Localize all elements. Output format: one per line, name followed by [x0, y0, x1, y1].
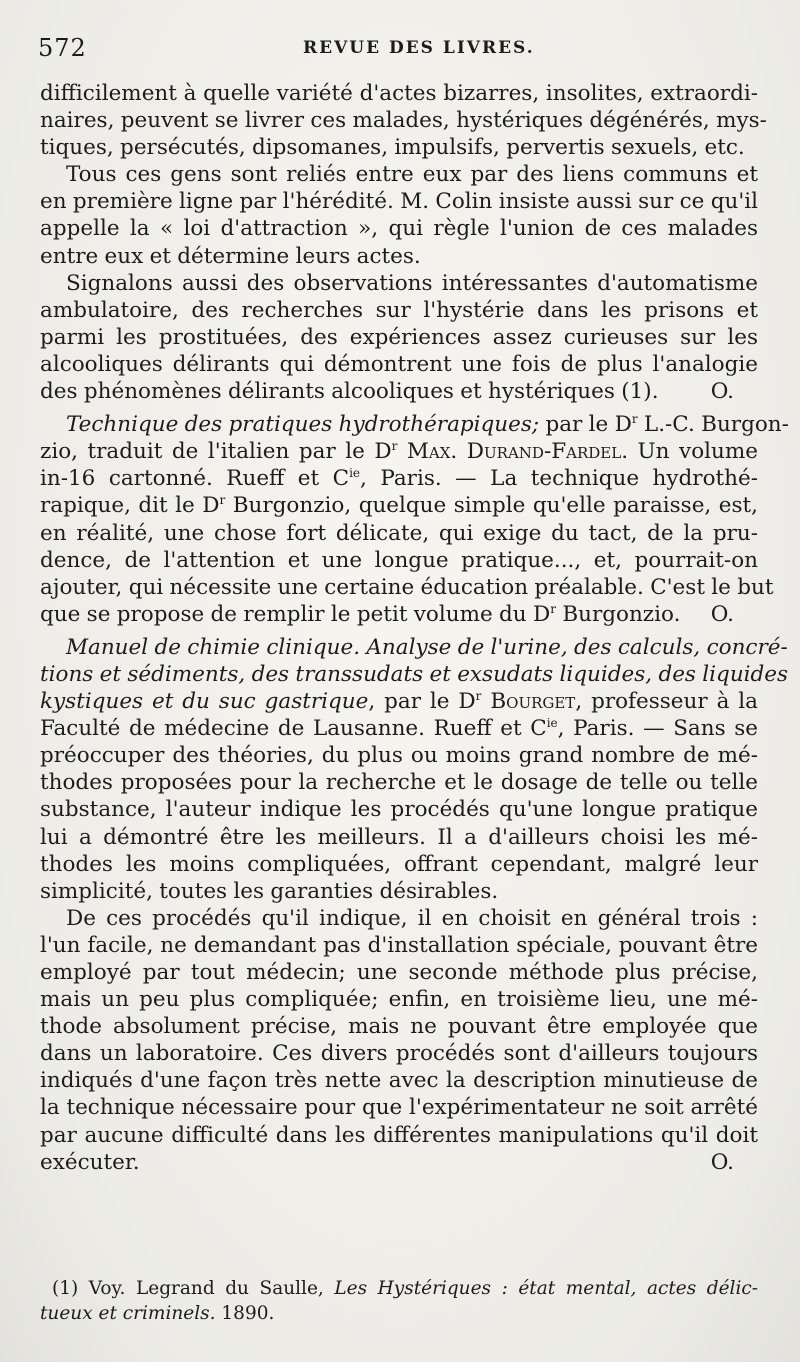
paragraph — [40, 905, 758, 1176]
text-fragment: des phénomènes délirants alcooliques et hystériques (1). — [40, 379, 659, 405]
signature: O. — [710, 379, 734, 405]
text-line — [40, 378, 758, 405]
text-line: par aucune difficulté dans les différentes manipulations qu'il doit — [40, 1122, 758, 1148]
paragraph — [40, 80, 767, 161]
text-line: Tous ces gens sont reliés entre eux par des liens communs et — [66, 162, 758, 188]
text-line: l'un facile, ne demandant pas d'installation spéciale, pouvant être — [40, 932, 758, 958]
text-line: De ces procédés qu'il indique, il en choisit en général trois : — [66, 905, 758, 931]
text-line: lui a démontré être les meilleurs. Il a d'ailleurs choisi les mé- — [40, 824, 758, 850]
book-title: kystiques et du suc gastrique — [40, 689, 369, 715]
text-line: appelle la « loi d'attraction », qui règle l'union de ces malades — [40, 216, 758, 242]
text-line: in-16 cartonné. Rueff et $C^{ie}$, Paris. — La technique hydrothé- — [40, 466, 758, 492]
running-head: REVUE DES LIVRES. — [303, 38, 535, 58]
text-fragment: exécuter. — [40, 1149, 140, 1175]
review-entry — [40, 411, 789, 628]
text-line: Signalons aussi des observations intéressantes d'automatisme — [66, 270, 758, 296]
text-line: tiques, persécutés, dipsomanes, impulsifs, pervertis sexuels, etc. — [40, 135, 745, 161]
text-line: en réalité, une chose fort délicate, qui exige du tact, de la pru- — [40, 520, 758, 546]
book-title: Manuel de chimie clinique. Analyse de l'urine, des calculs, concré- — [66, 634, 788, 660]
text-line: que se propose de remplir le petit volume du $D^r$ Burgonzio. O. — [40, 601, 758, 628]
book-title: tions et sédiments, des transsudats et exsudats liquides, des liquides — [40, 661, 789, 687]
paragraph — [40, 161, 758, 269]
text-line: indiqués d'une façon très nette avec la description minutieuse de — [40, 1068, 758, 1094]
text-line: Faculté de médecine de Lausanne. Rueff et $C^{ie}$, Paris. — Sans se — [40, 716, 758, 742]
text-line: ajouter, qui nécessite une certaine éducation préalable. C'est le but — [40, 574, 774, 600]
signature: O. — [710, 1149, 734, 1175]
book-title: Technique des pratiques hydrothérapiques; — [66, 412, 540, 438]
text-line: substance, l'auteur indique les procédés qu'une longue pratique — [40, 797, 758, 823]
text-line: préoccuper des théories, du plus ou moins grand nombre de mé- — [40, 743, 758, 769]
text-line: simplicité, toutes les garanties désirables. — [40, 878, 499, 904]
text-line: thodes les moins compliquées, offrant cependant, malgré leur — [40, 851, 758, 877]
paragraph — [40, 270, 758, 405]
text-line — [40, 661, 789, 688]
text-line: naires, peuvent se livrer ces malades, hystériques dégénérés, mys- — [40, 108, 767, 134]
footnote-line: tueux et criminels. 1890. — [40, 1303, 275, 1324]
text-line — [40, 1149, 758, 1176]
text-line: Technique des pratiques hydrothérapiques; par le $D^r$ L.-C. Burgon- — [66, 412, 789, 438]
text-line: employé par tout médecin; une seconde méthode plus précise, — [40, 960, 758, 985]
page-body — [40, 80, 789, 1176]
text-line — [40, 634, 788, 661]
text-line: en première ligne par l'hérédité. M. Colin insiste aussi sur ce qu'il — [40, 189, 758, 215]
review-entry — [40, 634, 789, 905]
footnote-line: (1) Voy. Legrand du Saulle, Les Hystériques : état mental, actes délic- — [52, 1278, 758, 1299]
text-line: entre eux et détermine leurs actes. — [40, 243, 421, 269]
text-line: dans un laboratoire. Ces divers procédés sont d'ailleurs toujours — [40, 1041, 758, 1067]
text-line: alcooliques délirants qui démontrent une fois de plus l'analogie — [40, 351, 758, 377]
text-line: difficilement à quelle variété d'actes bizarres, insolites, extraordi- — [40, 81, 758, 106]
footnote — [40, 1276, 758, 1326]
text-line: thode absolument précise, mais ne pouvant être employée que — [40, 1014, 758, 1040]
text-line: kystiques et du suc gastrique, par le $D^r$ Bourget, professeur à la — [40, 689, 758, 715]
text-line: ambulatoire, des recherches sur l'hystérie dans les prisons et — [40, 297, 758, 323]
signature: O. — [710, 601, 734, 627]
text-line: zio, traduit de l'italien par le $D^r$ Max. Durand-Fardel. Un volume — [40, 439, 758, 465]
page-header — [38, 34, 758, 64]
text-line: la technique nécessaire pour que l'expérimentateur ne soit arrêté — [40, 1095, 758, 1121]
text-line: parmi les prostituées, des expériences assez curieuses sur les — [40, 324, 758, 350]
text-line: thodes proposées pour la recherche et le dosage de telle ou telle — [40, 770, 758, 796]
text-line: mais un peu plus compliquée; enfin, en troisième lieu, une mé- — [40, 987, 758, 1013]
text-line: rapique, dit le $D^r$ Burgonzio, quelque simple qu'elle paraisse, est, — [40, 493, 758, 519]
text-line: dence, de l'attention et une longue pratique..., et, pourrait-on — [40, 547, 758, 573]
page-number: 572 — [38, 34, 87, 62]
